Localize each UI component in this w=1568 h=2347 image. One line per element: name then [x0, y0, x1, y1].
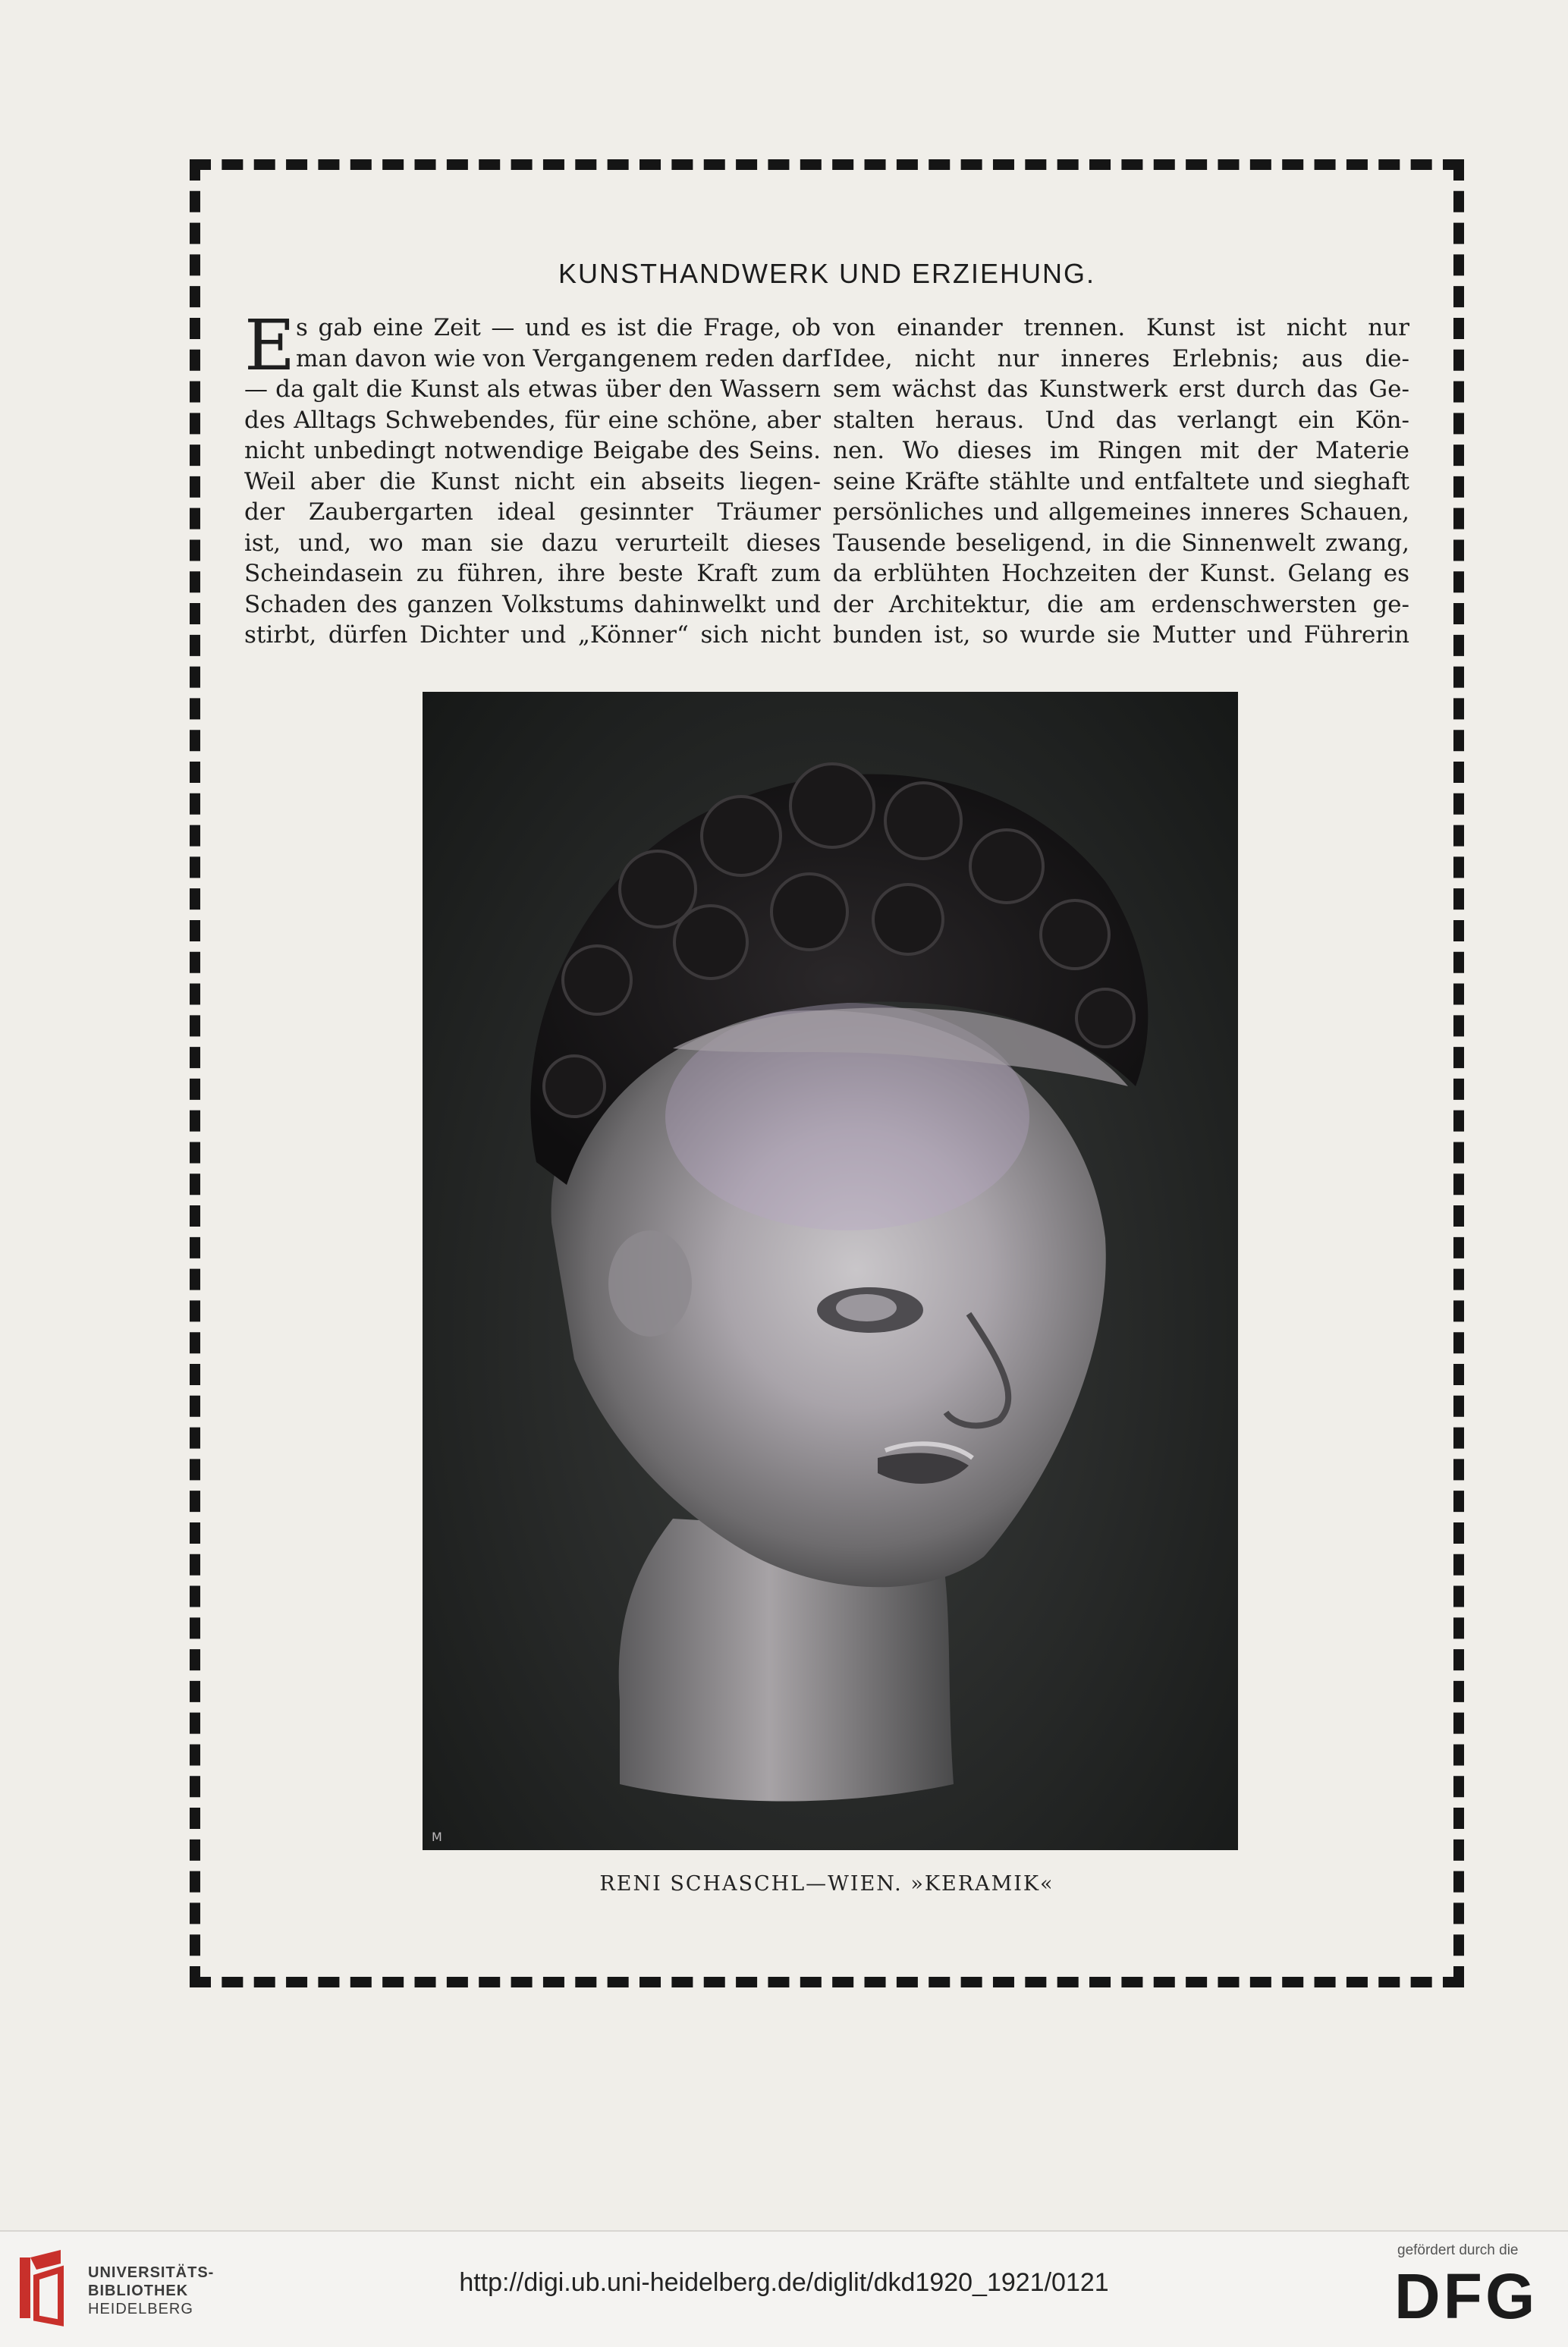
- text-line: der Architektur, die am erdenschwersten ge-: [833, 590, 1409, 618]
- text-line: nicht unbedingt notwendige Beigabe des Seins.: [244, 437, 821, 464]
- library-name-line: HEIDELBERG: [88, 2301, 193, 2317]
- text-line: s gab eine Zeit — und es ist die Frage, ob: [296, 314, 821, 341]
- dfg-logo: DFG: [1394, 2261, 1538, 2332]
- figure-caption: RENI SCHASCHL—WIEN. »KERAMIK«: [599, 1872, 1054, 1896]
- text-line: bunden ist, so wurde sie Mutter und Führerin: [833, 621, 1409, 649]
- funding-note: gefördert durch die: [1397, 2242, 1519, 2258]
- text-line: man davon wie von Vergangenem reden darf: [296, 344, 831, 372]
- text-line: stirbt, dürfen Dichter und „Könner“ sich nicht: [244, 621, 821, 649]
- text-column-left: [244, 305, 831, 651]
- ceramic-head-photograph: [423, 692, 1238, 1850]
- text-line: — da galt die Kunst als etwas über den Wassern: [244, 375, 821, 403]
- text-line: Tausende beseligend, in die Sinnenwelt zwang,: [833, 529, 1409, 557]
- text-line: Schaden des ganzen Volkstums dahinwelkt und: [244, 590, 821, 618]
- library-name-line: BIBLIOTHEK: [88, 2283, 189, 2299]
- library-name-line: UNIVERSITÄTS-: [88, 2264, 215, 2281]
- text-line: des Alltags Schwebendes, für eine schöne, aber: [244, 406, 821, 434]
- text-line: sem wächst das Kunstwerk erst durch das Ge-: [833, 375, 1409, 403]
- text-line: persönliches und allgemeines inneres Schauen,: [833, 498, 1409, 526]
- sculpture-illustration: [423, 692, 1238, 1850]
- svg-text:M: M: [432, 1830, 442, 1844]
- article-title: KUNSTHANDWERK UND ERZIEHUNG.: [558, 258, 1096, 289]
- text-column-right: [833, 313, 1409, 651]
- text-line: ist, und, wo man sie dazu verurteilt dieses: [244, 529, 821, 557]
- text-line: Weil aber die Kunst nicht ein abseits liegen-: [244, 467, 821, 495]
- text-line: von einander trennen. Kunst ist nicht nur: [833, 314, 1409, 341]
- text-line: da erblühten Hochzeiten der Kunst. Gelang es: [833, 560, 1409, 587]
- source-url-link[interactable]: http://digi.ub.uni-heidelberg.de/diglit/dkd1920_1921/0121: [459, 2268, 1109, 2297]
- text-line: nen. Wo dieses im Ringen mit der Materie: [833, 437, 1409, 464]
- text-line: Scheindasein zu führen, ihre beste Kraft zum: [244, 560, 821, 587]
- first-paragraph-start: [244, 305, 831, 386]
- text-line: seine Kräfte stählte und entfaltete und sieghaft: [833, 467, 1409, 495]
- text-line: Idee, nicht nur inneres Erlebnis; aus die-: [833, 344, 1409, 372]
- drop-cap: E: [244, 305, 296, 386]
- text-line: stalten heraus. Und das verlangt ein Kön-: [833, 406, 1409, 434]
- text-line: der Zaubergarten ideal gesinnter Träumer: [244, 498, 821, 526]
